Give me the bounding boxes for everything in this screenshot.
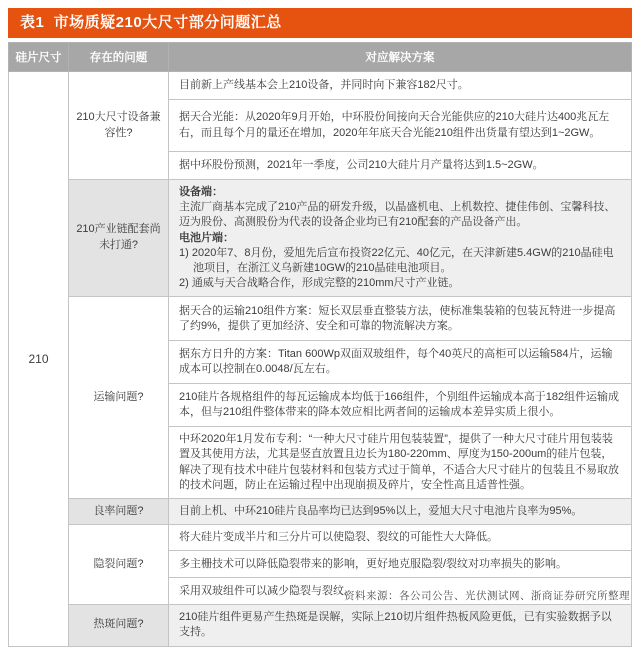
solution-cell: 据天合光能：从2020年9月开始，中环股份间接向天合光能供应的210大硅片达400兆瓦左右，而且每个月的量还在增加，2020年年底天合光能210组件出货量有望达到1~2GW。 [169, 100, 632, 152]
solution-cell: 多主栅技术可以降低隐裂带来的影响，更好地克服隐裂/裂纹对功率损失的影响。 [169, 551, 632, 578]
problem-cell-compatibility: 210大尺寸设备兼容性? [69, 72, 169, 180]
solution-cell: 据东方日升的方案：Titan 600Wp双面双玻组件，每个40英尺的高柜可以运输584片，运输成本可以控制在0.0048/瓦左右。 [169, 341, 632, 384]
problem-cell-supply-chain: 210产业链配套尚未打通? [69, 180, 169, 297]
col-header-solution: 对应解决方案 [169, 43, 632, 72]
table-row [9, 605, 632, 646]
solution-part-list-item: 1) 2020年7、8月份，爱旭先后宣布投资22亿元、40亿元，在天津新建5.4GW的210晶硅电池项目，在浙江义乌新建10GW的210晶硅电池项目。 [179, 246, 614, 274]
header-row [9, 43, 632, 72]
solution-cell-supply-chain [169, 180, 632, 297]
problem-cell-yield: 良率问题? [69, 498, 169, 524]
solution-cell: 采用双玻组件可以减少隐裂与裂纹。 [169, 578, 632, 605]
solution-part-list-item: 2) 通威与天合战略合作，形成完整的210mm尺寸产业链。 [179, 277, 460, 290]
solution-cell: 中环2020年1月发布专利：“一种大尺寸硅片用包装装置”，提供了一种大尺寸硅片用包装装置及其使用方法，尤其是竖直放置且边长为180-220mm、厚度为150-200um的硅片包装，解决了现有技术中硅片包装材料和包装方式过于简单，不适合大尺寸硅片的包装且不易取放的技术问题，防止在运输过程中出现崩损及碎片，安全性高且适普性强。 [169, 427, 632, 499]
wafer-size-cell: 210 [9, 72, 69, 647]
source-note: 资料来源：各公司公告、光伏测试网、浙商证券研究所整理 [344, 591, 630, 602]
solution-cell: 目前上机、中环210硅片良品率均已达到95%以上，爱旭大尺寸电池片良率为95%。 [169, 498, 632, 524]
solution-cell: 210硅片组件更易产生热斑是误解，实际上210切片组件热板风险更低，已有实验数据予以支持。 [169, 605, 632, 646]
table-row [9, 180, 632, 297]
solution-part-text: 主流厂商基本完成了210产品的研发升级，以晶盛机电、上机数控、捷佳伟创、宝馨科技、迈为股份、高测股份为代表的设备企业均已有210配套的产品设备产出。 [179, 201, 616, 229]
solution-cell: 据中环股份预测，2021年一季度，公司210大硅片月产量将达到1.5~2GW。 [169, 152, 632, 180]
col-header-problem: 存在的问题 [69, 43, 169, 72]
solution-cell: 目前新上产线基本会上210设备，并同时向下兼容182尺寸。 [169, 72, 632, 100]
solution-cell: 210硅片各规格组件的每瓦运输成本均低于166组件，个别组件运输成本高于182组件运输成本，但与210组件整体带来的降本效应相比两者间的运输成本差异实质上很小。 [169, 384, 632, 427]
problem-cell-microcrack: 隐裂问题? [69, 525, 169, 605]
table-row [9, 525, 632, 551]
solution-part-heading: 电池片端： [179, 231, 234, 244]
solution-cell: 将大硅片变成半片和三分片可以使隐裂、裂纹的可能性大大降低。 [169, 525, 632, 551]
issues-table [8, 42, 632, 647]
solution-part-heading: 设备端： [179, 186, 223, 198]
table-row [9, 72, 632, 100]
solution-cell: 据天合的运输210组件方案：短长双层垂直整装方法，使标准集装箱的包装瓦特进一步提高了约9%，提供了更加经济、安全和可靠的物流解决方案。 [169, 297, 632, 341]
col-header-wafer-size: 硅片尺寸 [9, 43, 69, 72]
table-title-bar: 表1 市场质疑210大尺寸部分问题汇总 [8, 8, 632, 38]
table-row [9, 498, 632, 524]
problem-cell-hotspot: 热斑问题? [69, 605, 169, 646]
problem-cell-transport: 运输问题? [69, 297, 169, 499]
table-row [9, 297, 632, 341]
